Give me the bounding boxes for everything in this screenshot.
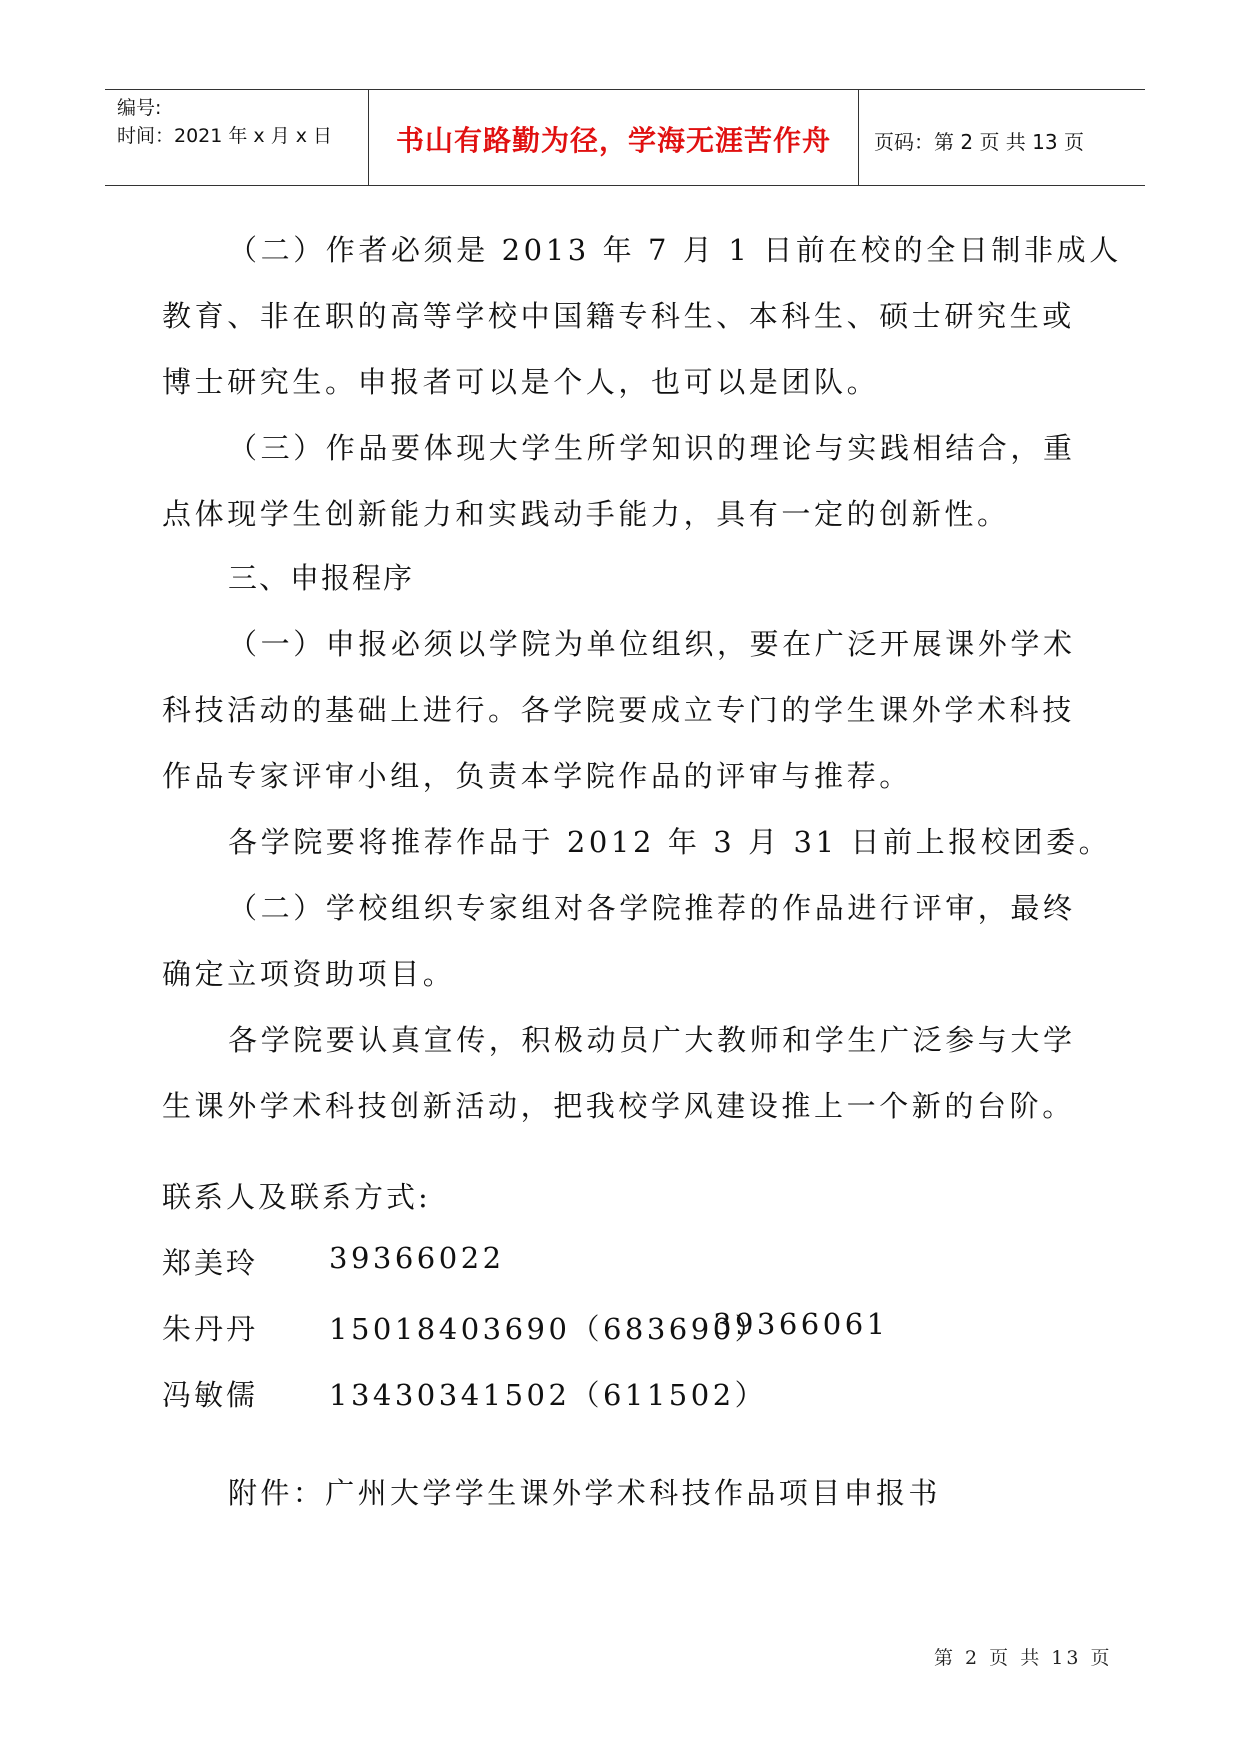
- body-line: 博士研究生。申报者可以是个人，也可以是团队。: [162, 365, 880, 399]
- header-meta-cell: [105, 90, 369, 185]
- body-line: （一）申报必须以学院为单位组织，要在广泛开展课外学术: [228, 627, 1076, 661]
- contacts-title: 联系人及联系方式:: [162, 1180, 431, 1214]
- time-label: 时间：2021 年 x 月 x 日: [117, 125, 333, 147]
- header-page-number: 页码：第 2 页 共 13 页: [874, 130, 1084, 154]
- section-heading: 三、申报程序: [228, 561, 415, 595]
- contact-phone: 15018403690（683690）: [329, 1312, 768, 1346]
- header-motto: 书山有路勤为径，学海无涯苦作舟: [395, 124, 831, 157]
- body-line: （三）作品要体现大学生所学知识的理论与实践相结合，重: [228, 431, 1076, 465]
- body-line: 科技活动的基础上进行。各学院要成立专门的学生课外学术科技: [162, 693, 1075, 727]
- contact-phone: 13430341502（611502）: [329, 1378, 768, 1412]
- body-line: 作品专家评审小组，负责本学院作品的评审与推荐。: [162, 759, 912, 793]
- contact-name: 朱丹丹: [162, 1312, 259, 1346]
- contact-phone: 39366022: [329, 1241, 505, 1275]
- contact-name: 冯敏儒: [162, 1378, 259, 1412]
- body-line: 各学院要将推荐作品于 2012 年 3 月 31 日前上报校团委。: [228, 825, 1112, 859]
- body-line: （二）学校组织专家组对各学院推荐的作品进行评审，最终: [228, 891, 1076, 925]
- attachment-line: 附件：广州大学学生课外学术科技作品项目申报书: [228, 1476, 941, 1510]
- contact-extra-phone: 39366061: [713, 1307, 889, 1341]
- serial-number-label: 编号:: [117, 97, 162, 119]
- body-line: 生课外学术科技创新活动，把我校学风建设推上一个新的台阶。: [162, 1089, 1075, 1123]
- body-line: （二）作者必须是 2013 年 7 月 1 日前在校的全日制非成人: [228, 233, 1122, 267]
- body-line: 教育、非在职的高等学校中国籍专科生、本科生、硕士研究生或: [162, 299, 1075, 333]
- footer-page-number: 第 2 页 共 13 页: [934, 1647, 1113, 1669]
- body-line: 各学院要认真宣传，积极动员广大教师和学生广泛参与大学: [228, 1023, 1076, 1057]
- contact-name: 郑美玲: [162, 1246, 259, 1280]
- document-header: [105, 89, 1145, 186]
- body-line: 点体现学生创新能力和实践动手能力，具有一定的创新性。: [162, 497, 1010, 531]
- body-line: 确定立项资助项目。: [162, 957, 456, 991]
- header-motto-cell: [369, 90, 859, 185]
- header-page-cell: [859, 90, 1145, 185]
